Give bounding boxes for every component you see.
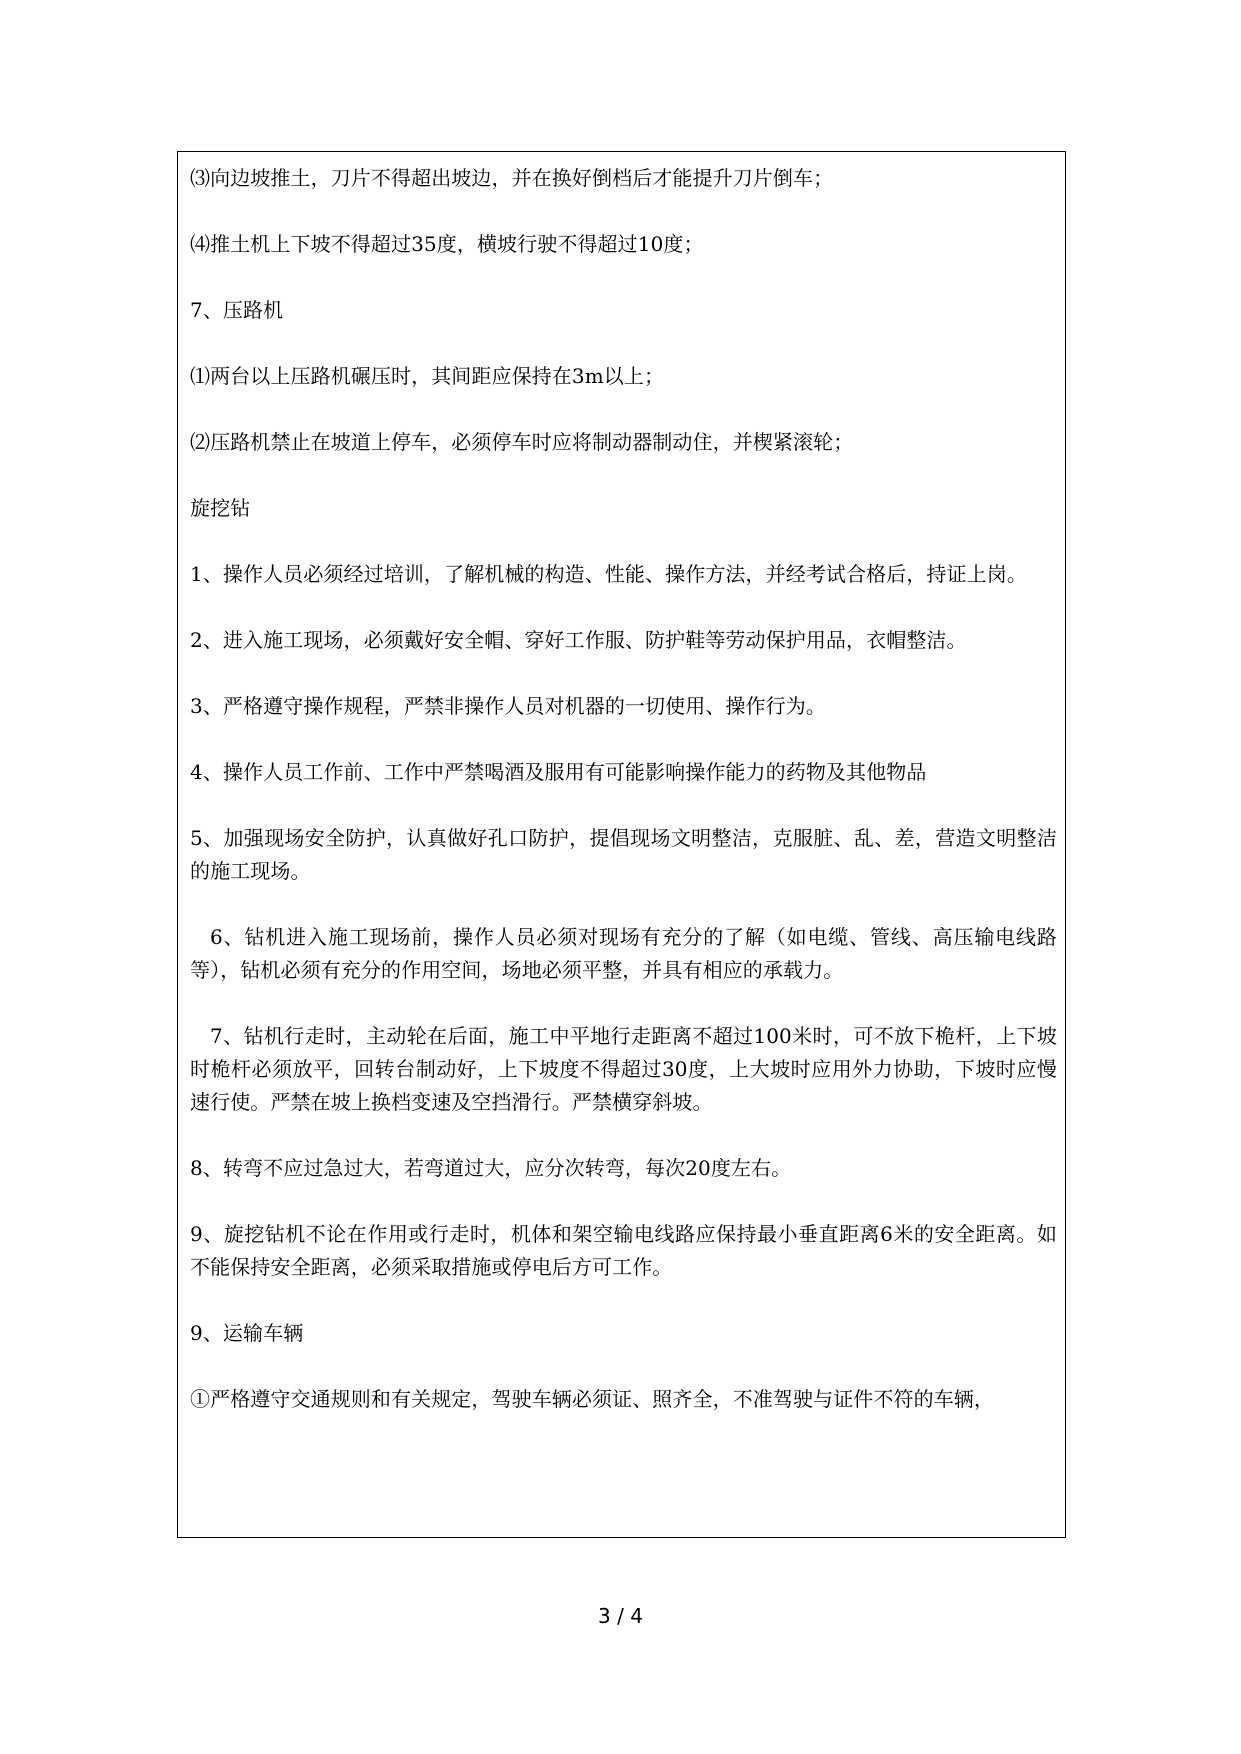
section-heading: 旋挖钻	[190, 496, 251, 520]
section-heading: 7、压路机	[190, 298, 284, 322]
paragraph: ①严格遵守交通规则和有关规定，驾驶车辆必须证、照齐全，不准驾驶与证件不符的车辆，	[190, 1387, 994, 1411]
paragraph: 8、转弯不应过急过大，若弯道过大，应分次转弯，每次20度左右。	[190, 1156, 792, 1180]
paragraph: 3、严格遵守操作规程，严禁非操作人员对机器的一切使用、操作行为。	[190, 694, 826, 718]
paragraph: 2、进入施工现场，必须戴好安全帽、穿好工作服、防护鞋等劳动保护用品，衣帽整洁。	[190, 628, 967, 652]
paragraph: 7、钻机行走时，主动轮在后面，施工中平地行走距离不超过100米时，可不放下桅杆，上下坡时桅杆必须放平，回转台制动好，上下坡度不得超过30度，上大坡时应用外力协助，下坡时应慢速行使。严禁在坡上换档变速及空挡滑行。严禁横穿斜坡。	[190, 1024, 1057, 1114]
page-number: 3 / 4	[598, 1604, 643, 1628]
paragraph: ⑴两台以上压路机碾压时，其间距应保持在3m以上；	[190, 364, 665, 388]
document-frame	[177, 151, 1066, 1538]
section-heading: 9、运输车辆	[190, 1321, 304, 1345]
paragraph: ⑶向边坡推土，刀片不得超出坡边，并在换好倒档后才能提升刀片倒车；	[190, 166, 834, 190]
paragraph: ⑷推土机上下坡不得超过35度，横坡行驶不得超过10度；	[190, 232, 704, 256]
paragraph: ⑵压路机禁止在坡道上停车，必须停车时应将制动器制动住，并楔紧滚轮；	[190, 430, 854, 454]
document-body	[190, 162, 1057, 1416]
paragraph: 1、操作人员必须经过培训，了解机械的构造、性能、操作方法，并经考试合格后，持证上岗。	[190, 562, 1027, 586]
paragraph: 6、钻机进入施工现场前，操作人员必须对现场有充分的了解（如电缆、管线、高压输电线路等），钻机必须有充分的作用空间，场地必须平整，并具有相应的承载力。	[190, 925, 1057, 982]
paragraph: 9、旋挖钻机不论在作用或行走时，机体和架空输电线路应保持最小垂直距离6米的安全距离。如不能保持安全距离，必须采取措施或停电后方可工作。	[190, 1222, 1057, 1279]
paragraph: 4、操作人员工作前、工作中严禁喝酒及服用有可能影响操作能力的药物及其他物品	[190, 760, 927, 784]
paragraph: 5、加强现场安全防护，认真做好孔口防护，提倡现场文明整洁，克服脏、乱、差，营造文明整洁的施工现场。	[190, 826, 1057, 883]
